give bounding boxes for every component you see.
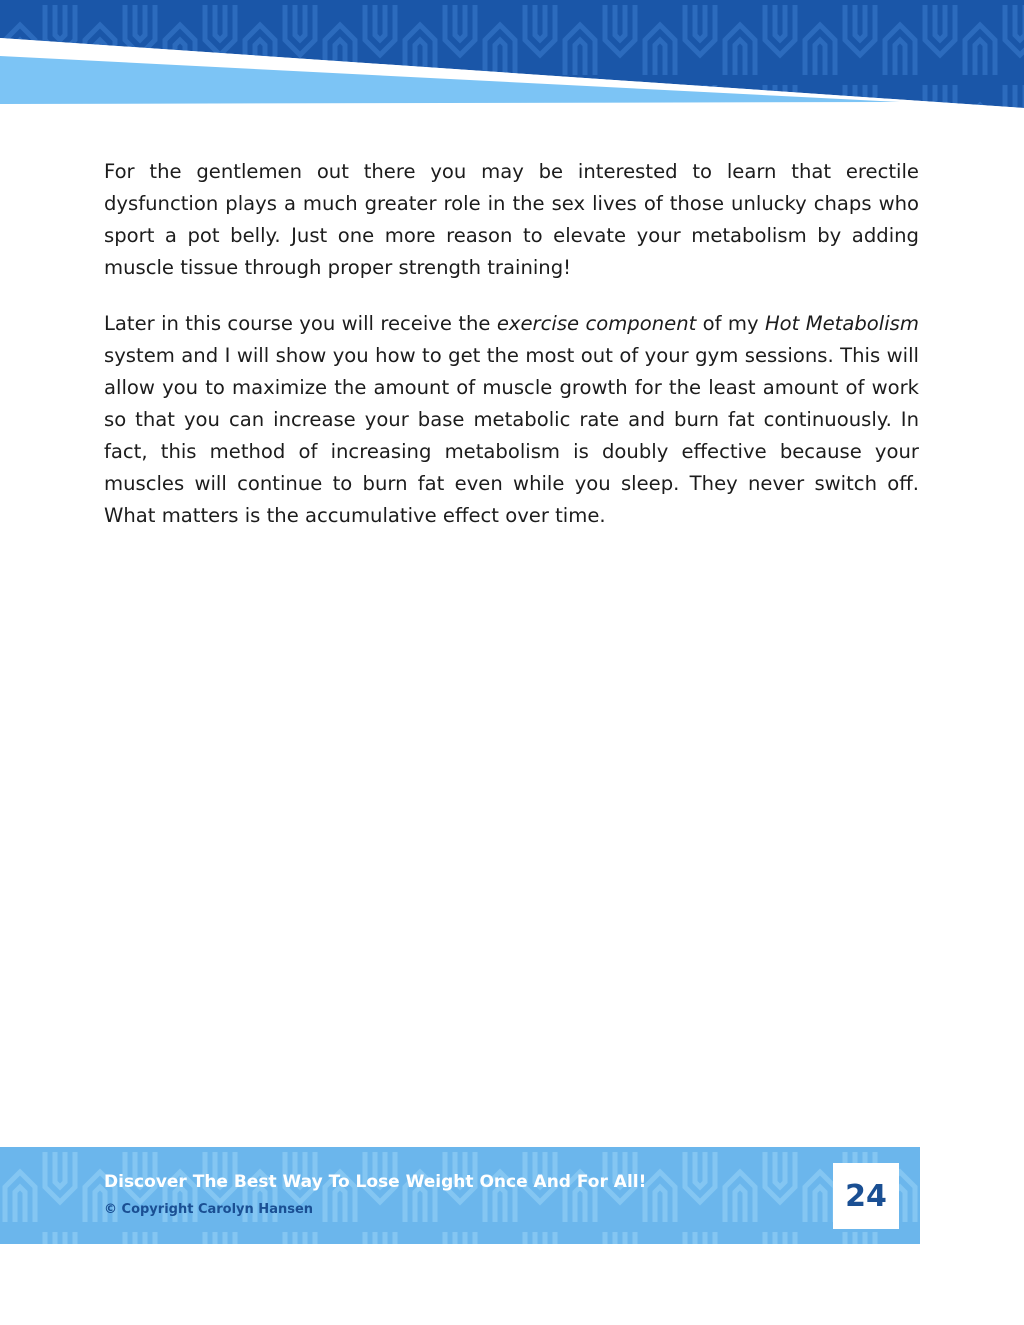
paragraph-text: system and I will show you how to get the most out of your gym sessions. This will allow you to maximize the amount of muscle growth for the least amount of work so that you can increase your base metabolic rate and burn fat continuously. In fact, this method of increasing metabolism is doubly effective because your muscles will continue to burn fat even while you sleep. They never switch off. What matters is the accumulative effect over time. — [104, 344, 919, 527]
footer-title: Discover The Best Way To Lose Weight Once And For All! — [104, 1172, 647, 1192]
page-content — [104, 156, 919, 556]
footer-banner — [0, 1147, 920, 1244]
footer-pattern — [0, 1147, 920, 1244]
header-pattern — [0, 0, 1024, 112]
page-number: 24 — [845, 1178, 887, 1214]
paragraph-text: Later in this course you will receive the — [104, 312, 497, 335]
body-paragraph-2 — [104, 308, 919, 532]
page-number-box — [833, 1163, 899, 1229]
footer-copyright: © Copyright Carolyn Hansen — [104, 1202, 314, 1217]
paragraph-text: of my — [696, 312, 765, 335]
emphasis-exercise-component: exercise component — [496, 312, 697, 335]
header-banner — [0, 0, 1024, 112]
body-paragraph-1: For the gentlemen out there you may be interested to learn that erectile dysfunction plays a much greater role in the sex lives of those unlucky chaps who sport a pot belly. Just one more reason to elevate your metabolism by adding muscle tissue through proper strength training! — [104, 160, 919, 279]
emphasis-hot-metabolism: Hot Metabolism — [764, 312, 919, 335]
